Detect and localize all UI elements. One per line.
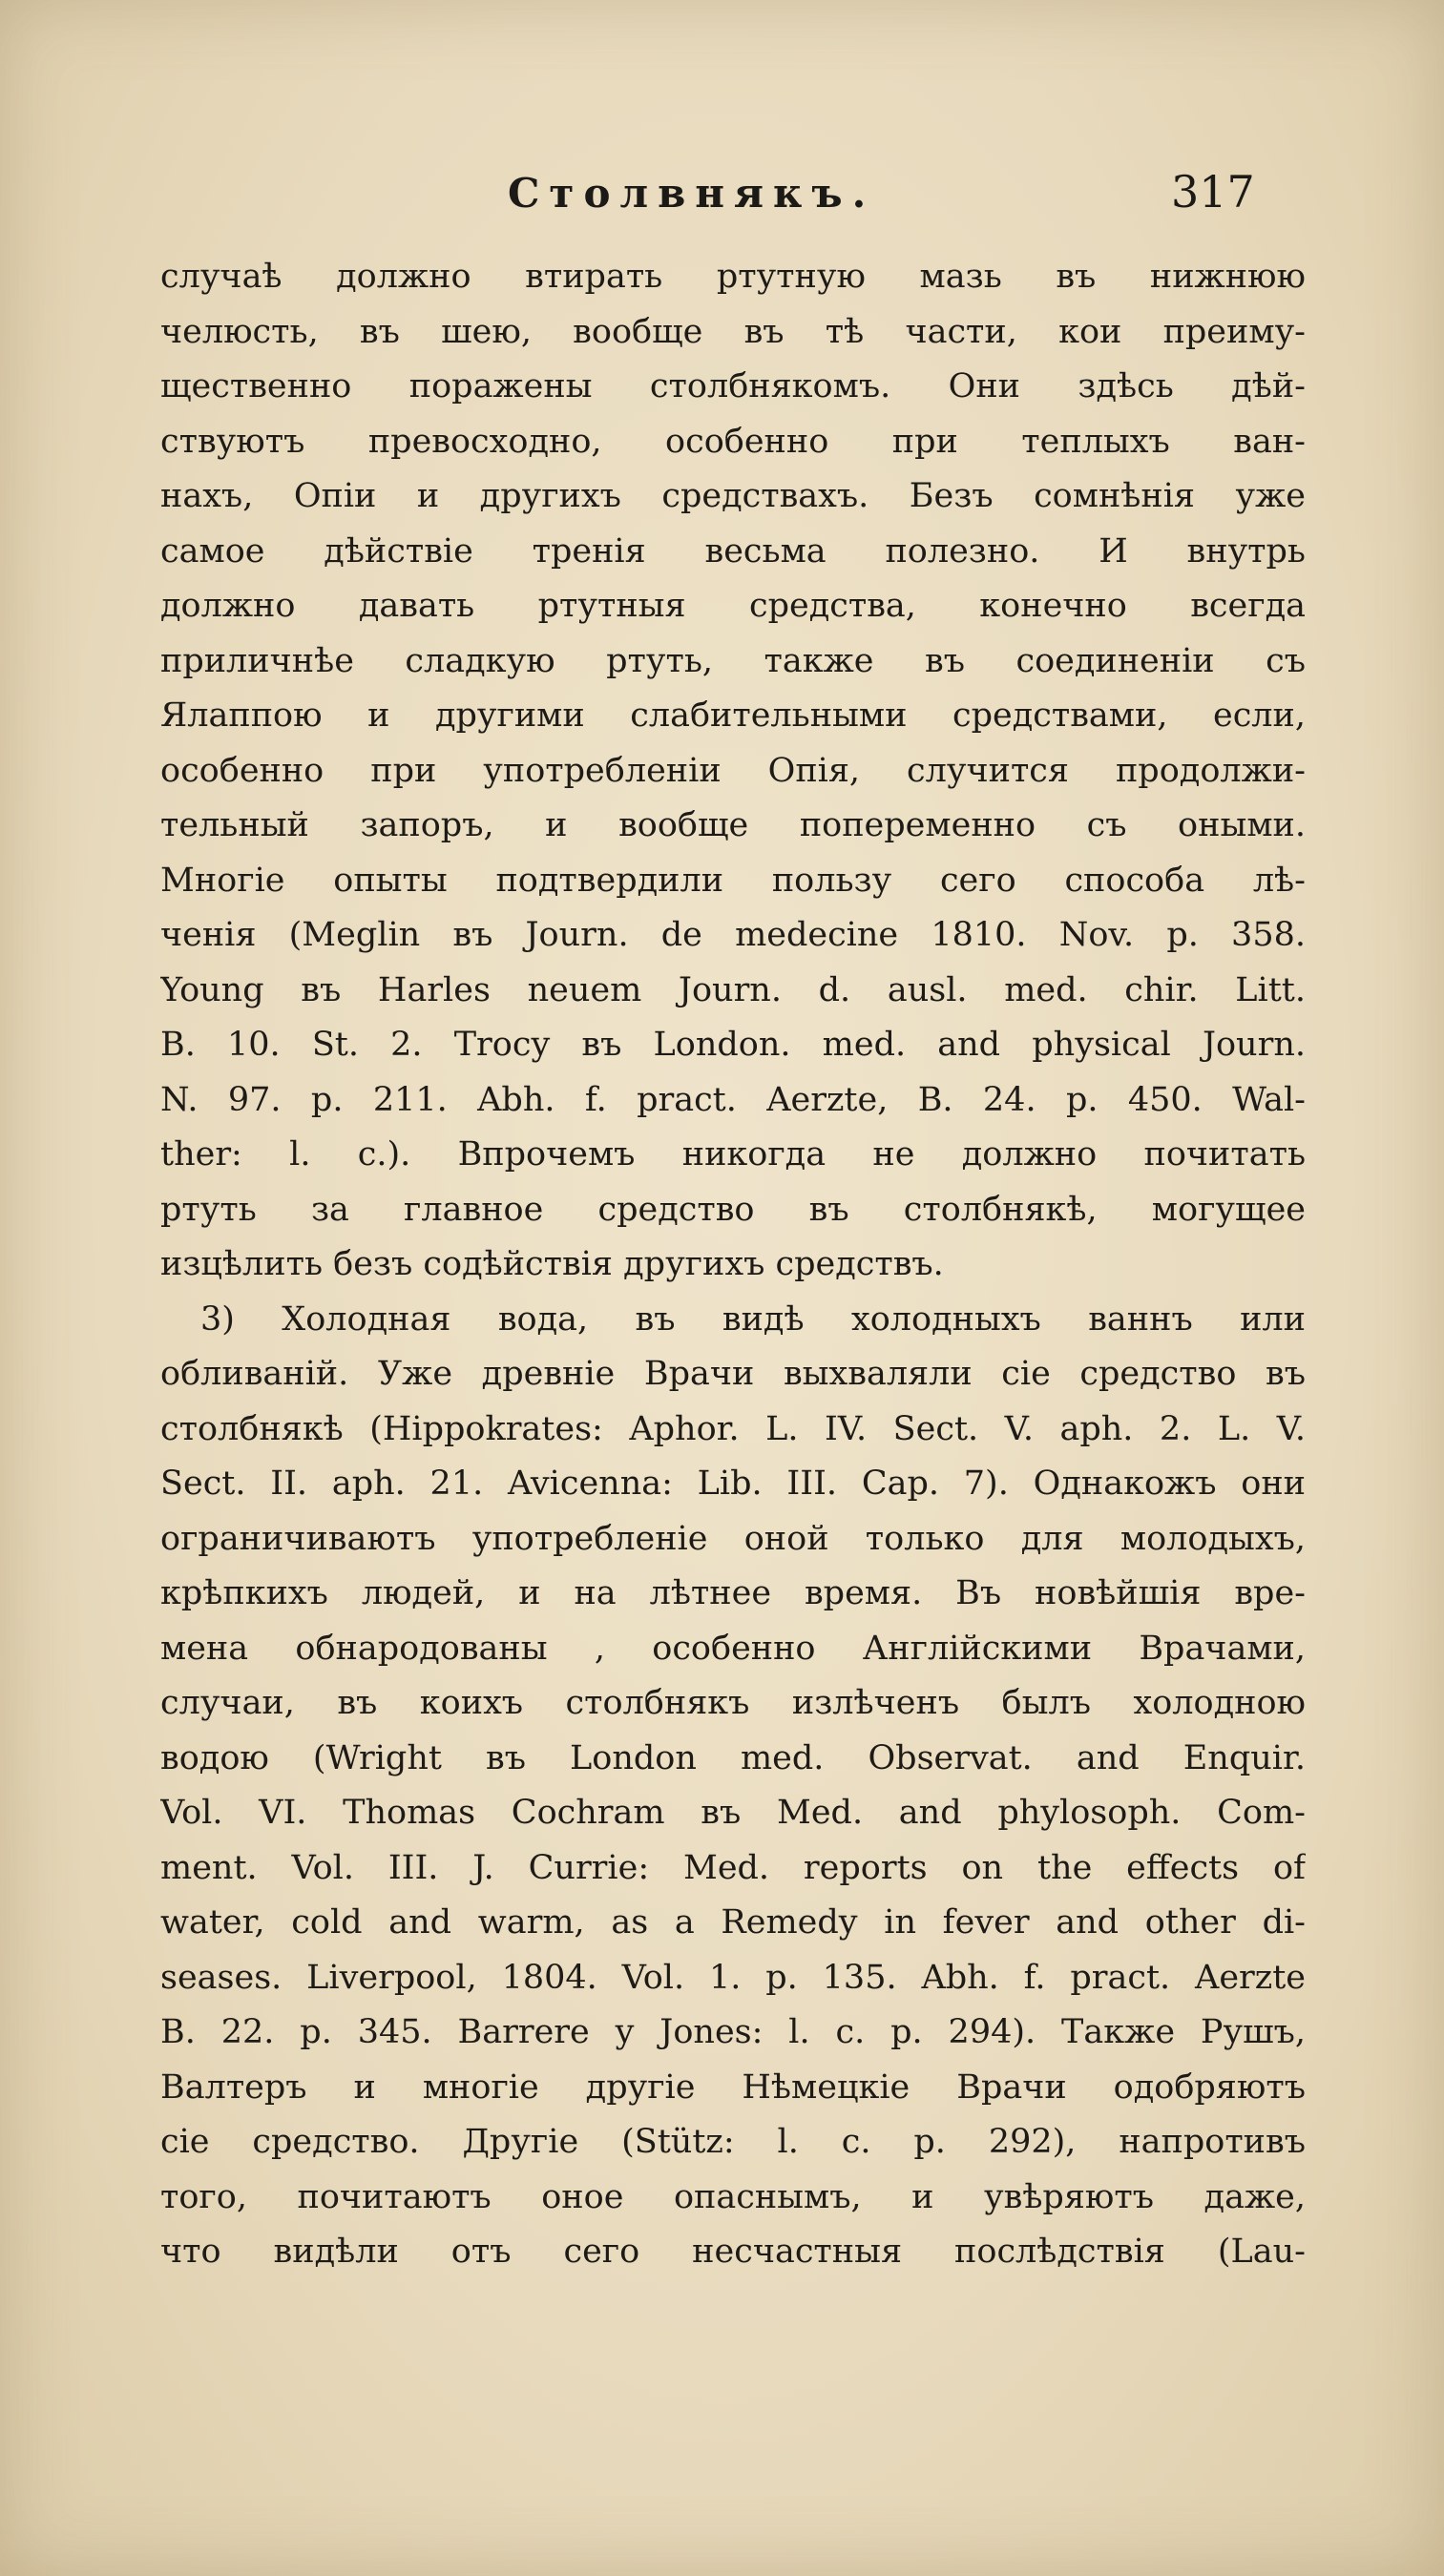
text-line: ртуть за главное средство въ столбнякѣ, могущее	[160, 1190, 1306, 1229]
text-line: самое дѣйствіе тренія весьма полезно. И внутрь	[160, 531, 1306, 571]
text-line: Валтеръ и многіе другіе Нѣмецкіе Врачи одобряютъ	[160, 2067, 1306, 2107]
page-number: 317	[1171, 166, 1255, 218]
text-line: обливаній. Уже древніе Врачи выхваляли сіе средство въ	[160, 1355, 1306, 1393]
text-line: водою (Wright въ London med. Observat. and Enquir.	[160, 1738, 1306, 1777]
text-line: особенно при употребленіи Опія, случится продолжи-	[160, 751, 1306, 790]
body-text	[160, 250, 1306, 2280]
text-line: 3) Холодная вода, въ видѣ холодныхъ ваннъ или	[200, 1299, 1306, 1339]
text-line: приличнѣе сладкую ртуть, также въ соединеніи съ	[160, 641, 1306, 680]
text-line: ограничиваютъ употребленіе оной только для молодыхъ,	[160, 1519, 1306, 1558]
text-line: Young въ Harles neuem Journ. d. ausl. med. chir. Litt.	[160, 970, 1306, 1009]
text-line: случаѣ должно втирать ртутную мазь въ нижнюю	[160, 258, 1306, 296]
text-line: Vol. VI. Thomas Cochram въ Med. and phylosoph. Com-	[160, 1794, 1306, 1832]
text-line: seases. Liverpool, 1804. Vol. 1. p. 135. Abh. f. pract. Aerzte	[160, 1958, 1306, 1997]
text-line: крѣпкихъ людей, и на лѣтнее время. Въ новѣйшія вре-	[160, 1574, 1306, 1612]
text-line: щественно поражены столбнякомъ. Они здѣсь дѣй-	[160, 367, 1306, 405]
text-line: ther: l. c.). Впрочемъ никогда не должно почитать	[160, 1135, 1306, 1174]
text-line: челюсть, въ шею, вообще въ тѣ части, кои преиму-	[160, 312, 1306, 351]
text-line: Ялаппою и другими слабительными средствами, если,	[160, 696, 1306, 735]
text-line: B. 10. St. 2. Trocy въ London. med. and physical Journ.	[160, 1026, 1306, 1064]
text-line: мена обнародованы , особенно Англійскими Врачами,	[160, 1629, 1306, 1668]
text-line: случаи, въ коихъ столбнякъ излѣченъ былъ холодною	[160, 1684, 1306, 1722]
text-line: Sect. II. aph. 21. Avicenna: Lib. III. Cap. 7). Однакожъ они	[160, 1465, 1306, 1503]
text-line: ченія (Meglin въ Journ. de medecine 1810. Nov. p. 358.	[160, 916, 1306, 954]
text-line: water, cold and warm, as a Remedy in fever and other di-	[160, 1903, 1306, 1942]
page-header	[0, 166, 1444, 227]
text-line: N. 97. p. 211. Abh. f. pract. Aerzte, B. 24. p. 450. Wal-	[160, 1080, 1306, 1119]
text-line: что видѣли отъ сего несчастныя послѣдствія (Lau-	[160, 2233, 1306, 2271]
text-line: Многіе опыты подтвердили пользу сего способа лѣ-	[160, 861, 1306, 900]
running-head: Столвнякъ.	[508, 170, 876, 217]
text-line: B. 22. p. 345. Barrere y Jones: l. c. p. 294). Также Рушъ,	[160, 2013, 1306, 2051]
text-line: изцѣлить безъ содѣйствія другихъ средствъ.	[160, 1245, 944, 1283]
text-line: ствуютъ превосходно, особенно при теплыхъ ван-	[160, 422, 1306, 461]
text-line: того, почитаютъ оное опаснымъ, и увѣряютъ даже,	[160, 2177, 1306, 2216]
text-line: столбнякѣ (Hippokrates: Aphor. L. IV. Sect. V. aph. 2. L. V.	[160, 1409, 1306, 1448]
text-line: нахъ, Опіи и другихъ средствахъ. Безъ сомнѣнія уже	[160, 477, 1306, 515]
text-line: должно давать ртутныя средства, конечно всегда	[160, 587, 1306, 625]
text-line: сіе средство. Другіе (Stütz: l. c. p. 292), напротивъ	[160, 2123, 1306, 2161]
text-line: тельный запоръ, и вообще попеременно съ оными.	[160, 806, 1306, 844]
text-line: ment. Vol. III. J. Currie: Med. reports on the effects of	[160, 1848, 1306, 1887]
